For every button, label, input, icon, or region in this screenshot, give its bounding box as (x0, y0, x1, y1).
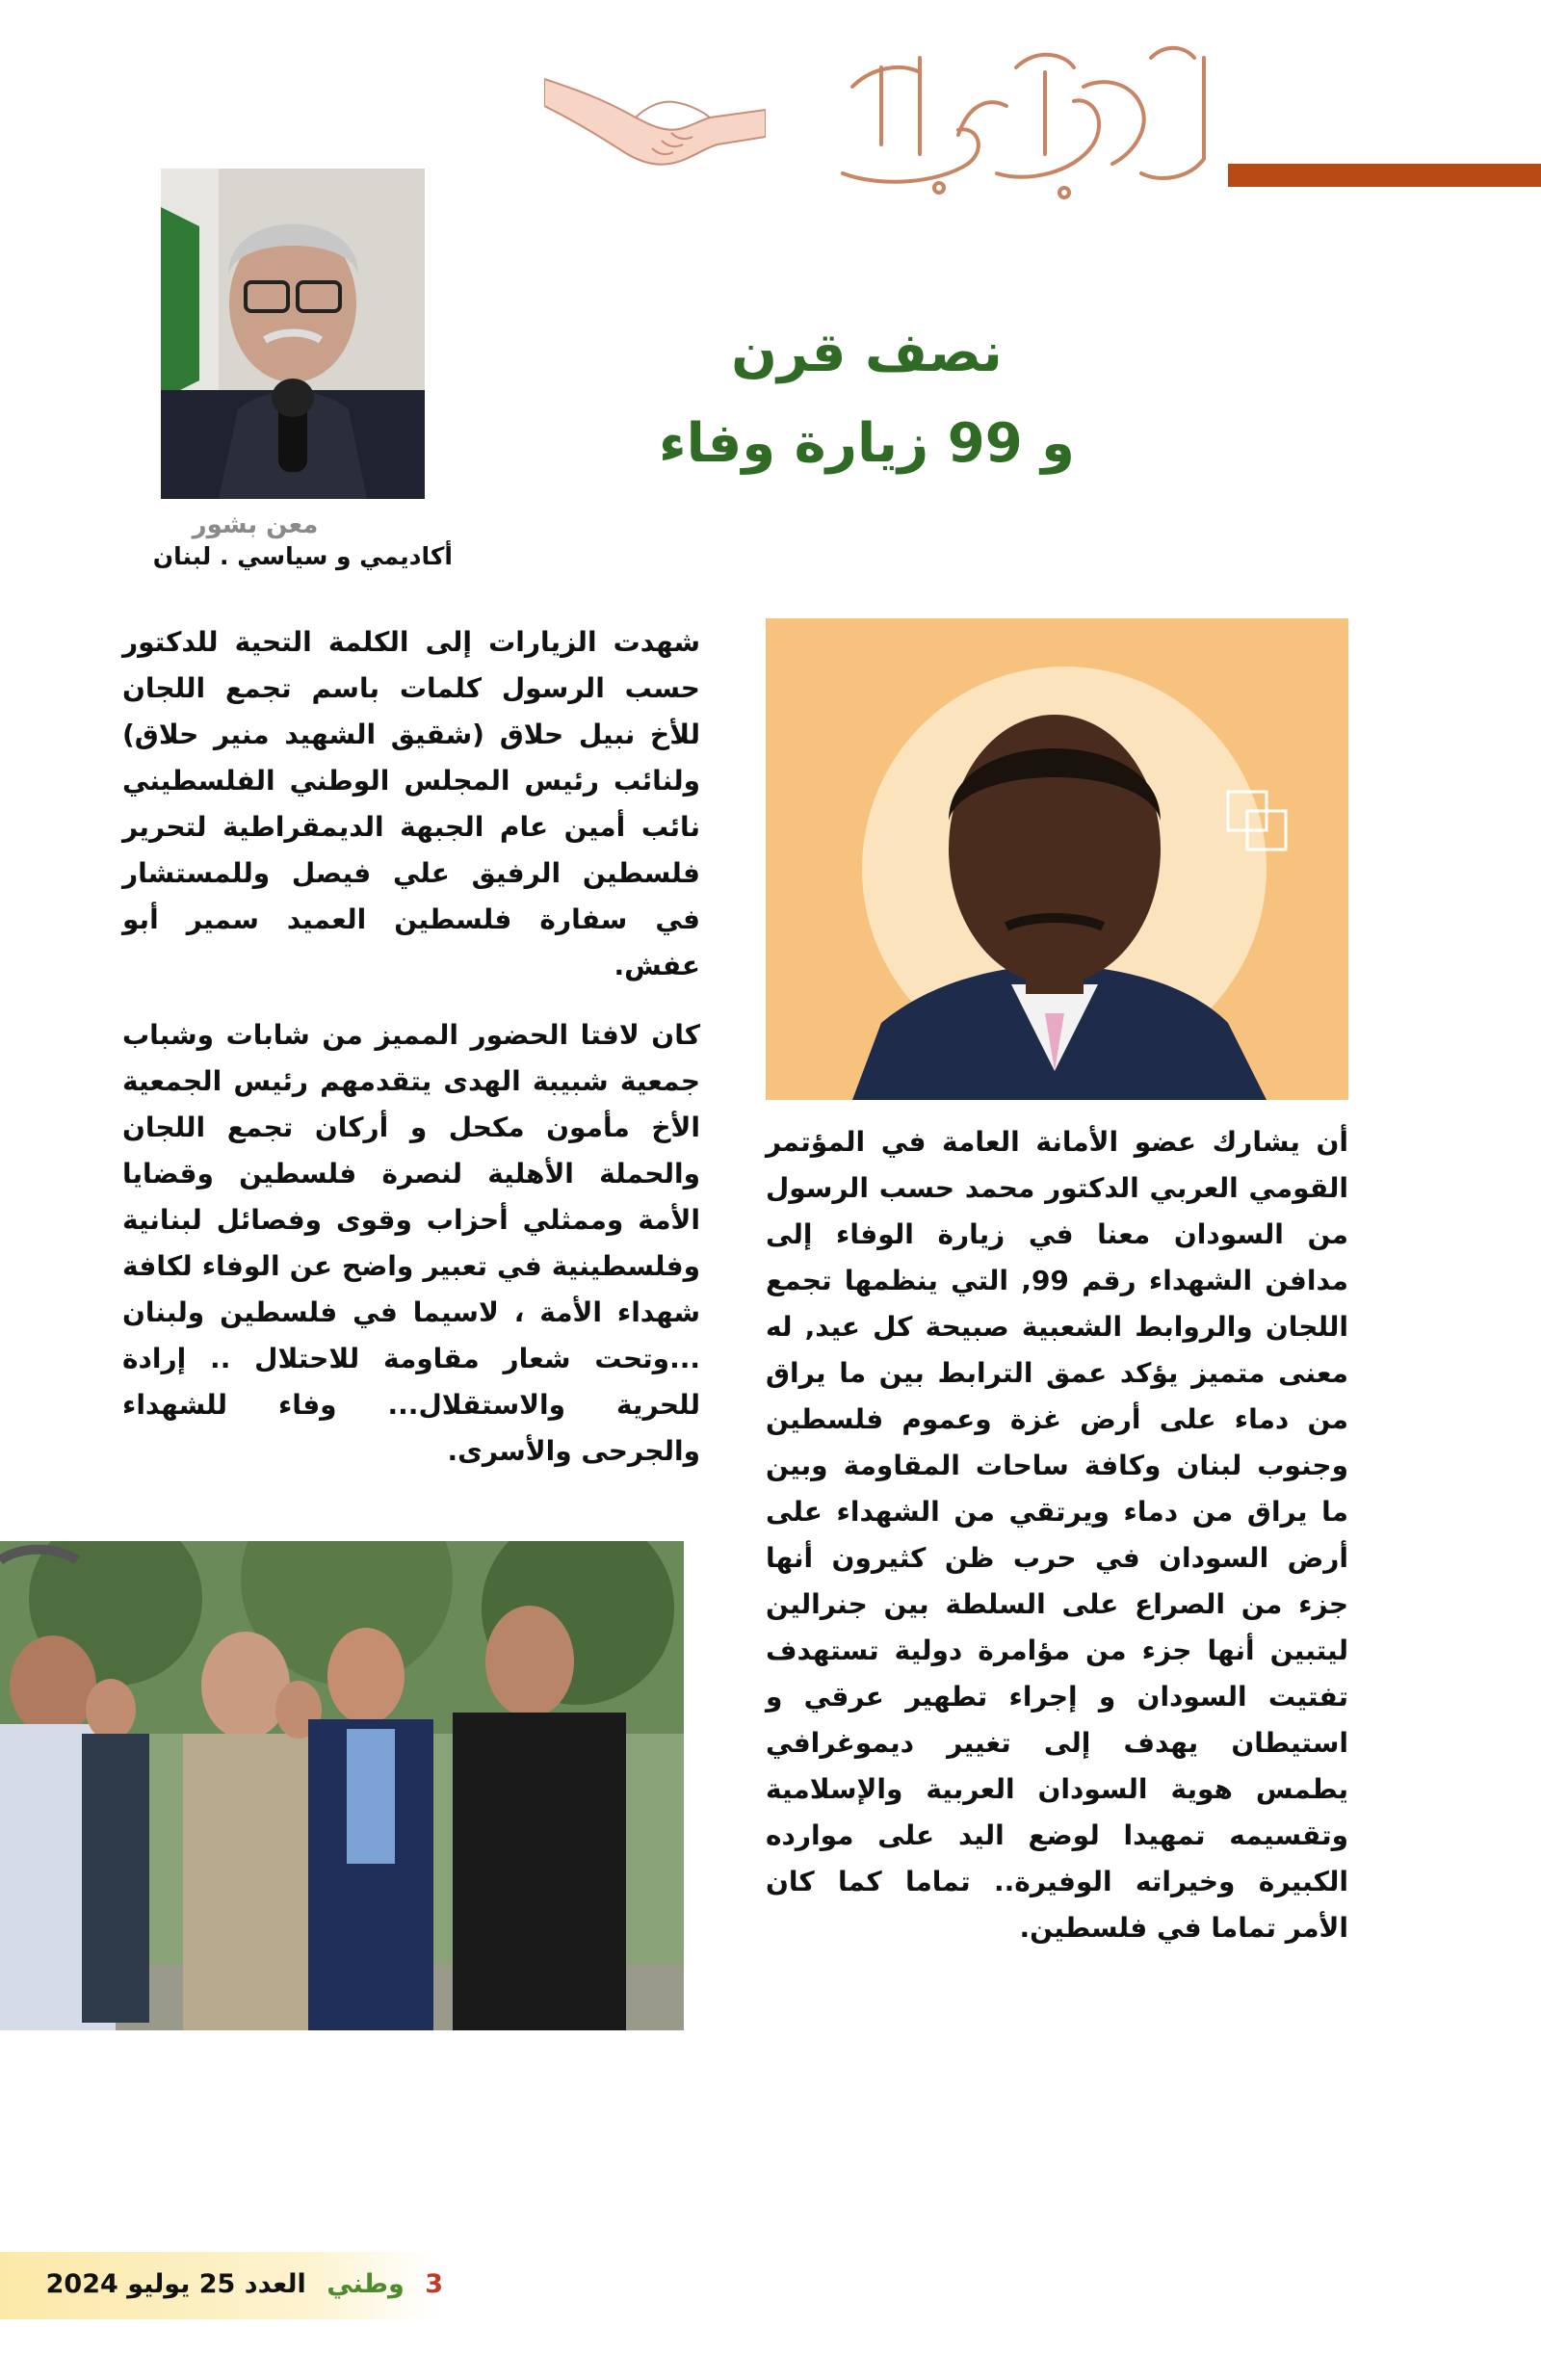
author-title: أكاديمي و سياسي . لبنان (152, 542, 453, 570)
left-paragraph-2: كان لافتا الحضور المميز من شابات وشباب جمعية شبيبة الهدى يتقدمهم رئيس الجمعية الأخ مأمون مكحل و أركان تجمع اللجان والحملة الأهلية لنصرة فلسطين وقضايا الأمة وممثلي أحزاب وقوى وفصائل لبنانية وفلسطينية في تعبير واضح عن الوفاء لكافة شهداء الأمة ، لاسيما في فلسطين ولبنان ...وتحت شعار مقاومة للاحتلال .. إرادة للحرية والاستقلال... وفاء للشهداء والجرحى والأسرى. (122, 1019, 700, 1467)
left-column (122, 619, 700, 1475)
handshake-icon (544, 40, 766, 195)
footer (39, 2265, 443, 2304)
author-photo (161, 169, 425, 499)
article-title (616, 308, 1117, 489)
right-column (766, 1119, 1348, 1951)
calligraphy-logo-icon (823, 29, 1218, 212)
portrait-photo (766, 618, 1348, 1100)
title-line-2: و 99 زيارة وفاء (659, 412, 1075, 475)
title-line-1: نصف قرن (731, 322, 1003, 384)
header-rule (1228, 164, 1541, 187)
header-logo (823, 29, 1218, 212)
page-number: 3 (425, 2269, 443, 2299)
group-photo (0, 1541, 684, 2030)
magazine-brand: وطني (326, 2269, 405, 2299)
author-name: معن بشور (192, 510, 319, 539)
right-paragraph-1: أن يشارك عضو الأمانة العامة في المؤتمر القومي العربي الدكتور محمد حسب الرسول من السودان معنا في زيارة الوفاء إلى مدافن الشهداء رقم 99, التي ينظمها تجمع اللجان والروابط الشعبية صبيحة كل عيد, له معنى متميز يؤكد عمق الترابط بين ما يراق من دماء على أرض غزة وعموم فلسطين وجنوب لبنان وكافة ساحات المقاومة وبين ما يراق من دماء ويرتقي من الشهداء على أرض السودان في حرب ظن كثيرون أنها جزء من الصراع على السلطة بين جنرالين ليتبين أنها جزء من مؤامرة دولية تستهدف تفتيت السودان و إجراء تطهير عرقي و استيطان يهدف إلى تغيير ديموغرافي يطمس هوية السودان العربية والإسلامية وتقسيمه تمهيدا لوضع اليد على موارده الكبيرة وخيراته الوفيرة.. تماما كما كان الأمر تماما في فلسطين. (766, 1126, 1348, 1944)
issue-info: العدد 25 يوليو 2024 (45, 2269, 306, 2299)
left-paragraph-1: شهدت الزيارات إلى الكلمة التحية للدكتور حسب الرسول كلمات باسم تجمع اللجان للأخ نبيل حلاق (شقيق الشهيد منير حلاق) ولنائب رئيس المجلس الوطني الفلسطيني نائب أمين عام الجبهة الديمقراطية لتحرير فلسطين الرفيق علي فيصل وللمستشار في سفارة فلسطين العميد سمير أبو عفش. (122, 626, 700, 981)
handshake-illustration (544, 40, 766, 195)
